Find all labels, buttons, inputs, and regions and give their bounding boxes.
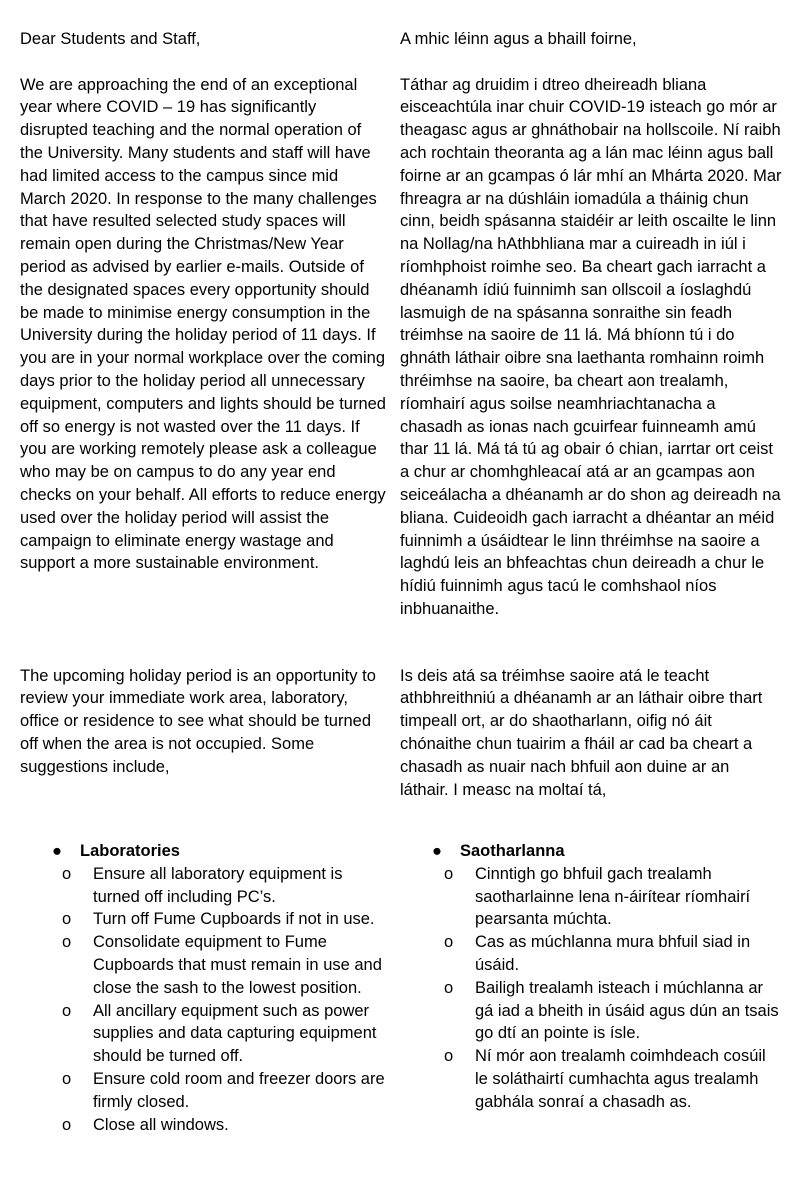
list-item: o Bailigh trealamh isteach i múchlanna ar gá iad a bheith in úsáid agus dún an tsais go dtí an pointe is ísle.: [444, 978, 779, 1043]
english-paragraph-2: The upcoming holiday period is an opportunity to review your immediate work area, laboratory, office or residence to see what should be turned off when the area is not occupied. Some suggestions include,: [20, 666, 376, 776]
irish-greeting: A mhic léinn agus a bhaill foirne,: [400, 30, 637, 48]
bullet-icon: ●: [432, 842, 442, 860]
english-laboratories-list: [20, 840, 386, 1136]
irish-sub-list: [400, 863, 782, 1114]
hollow-bullet-icon: o: [444, 978, 454, 997]
irish-column: [400, 28, 782, 801]
hollow-bullet-icon: o: [62, 1069, 72, 1088]
english-list-heading-row: [20, 840, 386, 863]
list-item: o All ancillary equipment such as power supplies and data capturing equipment should be turned off.: [62, 1001, 377, 1066]
list-item: o Consolidate equipment to Fume Cupboards that must remain in use and close the sash to the lowest position.: [62, 933, 382, 997]
hollow-bullet-icon: o: [444, 933, 454, 952]
irish-laboratories-list: [400, 840, 782, 1114]
hollow-bullet-icon: o: [444, 1047, 454, 1066]
english-greeting: Dear Students and Staff,: [20, 30, 201, 48]
list-item: o Cinntigh go bhfuil gach trealamh saotharlainne lena n-áirítear ríomhairí pearsanta múchta.: [444, 864, 751, 929]
english-list-heading: Laboratories: [80, 842, 180, 860]
irish-list-heading: Saotharlanna: [460, 842, 565, 860]
list-item: o Ensure all laboratory equipment is turned off including PC’s.: [62, 864, 343, 906]
hollow-bullet-icon: o: [62, 910, 72, 929]
list-item: o Cas as múchlanna mura bhfuil siad in úsáid.: [444, 933, 751, 974]
list-item: o Ní mór aon trealamh coimhdeach cosúil le soláthairtí cumhachta agus trealamh gabhála sonraí a chasadh as.: [444, 1047, 766, 1111]
irish-paragraph-2: Is deis atá sa tréimhse saoire atá le teacht athbhreithniú a dhéanamh ar an láthair oibre thart timpeall ort, ar do shaotharlann, oifig nó áit chónaithe chun tuairim a fháil ar cad ba cheart a chasadh as nuair nach bhfuil aon duine ar an láthair. I measc na moltaí tá,: [400, 666, 763, 799]
list-item: o Ensure cold room and freezer doors are firmly closed.: [62, 1069, 385, 1111]
irish-paragraph-1: Táthar ag druidim i dtreo dheireadh bliana eisceachtúla inar chuir COVID-19 isteach go mór ar theagasc agus ar ghnáthobair na hollscoile. Ní raibh ach rochtain theoranta ag a lán mac léinn agus ball foirne ar an gcampas ó lár mhí an Mhárta 2020. Mar fhreagra ar na dúshláin iomadúla a tháinig chun cinn, beidh spásanna staidéir ar leith oscailte le linn na Nollag/na hAthbhliana mar a cuireadh in iúl i ríomhphoist roimhe seo. Ba cheart gach iarracht a dhéanamh ídiú fuinnimh san ollscoil a íoslaghdú lasmuigh de na spásanna sonraithe sin feadh tréimhse na saoire de 11 lá. Má bhíonn tú i do ghnáth láthair oibre sna laethanta romhainn roimh thréimhse na saoire, ba cheart aon trealamh, ríomhairí agus soilse neamhriachtanacha a chasadh as ionas nach gcuirfear fuinneamh amú thar 11 lá. Má tá tú ag obair ó chian, iarrtar ort ceist a chur ar chomhghleacaí atá ar an gcampas aon seiceálacha a dhéanamh ar do shon ag deireadh na bliana. Cuideoidh gach iarracht a dhéantar an méid fuinnimh a úsáidtear le linn thréimhse na saoire a laghdú leis an bhfeachtas chun deireadh a chur le hídiú fuinnimh agus tacú le comhshaol níos inbhuanaithe.: [400, 75, 782, 618]
english-paragraph-1: We are approaching the end of an exceptional year where COVID – 19 has significantly disrupted teaching and the normal operation of the University. Many students and staff will have had limited access to the campus since mid March 2020. In response to the many challenges that have resulted selected study spaces will remain open during the Christmas/New Year period as advised by earlier e-mails. Outside of the designated spaces every opportunity should be made to minimise energy consumption in the University during the holiday period of 11 days. If you are in your normal workplace over the coming days prior to the holiday period all unnecessary equipment, computers and lights should be turned off so energy is not wasted over the 11 days. If you are working remotely please ask a colleague who may be on campus to do any year end checks on your behalf. All efforts to reduce energy used over the holiday period will assist the campaign to eliminate energy wastage and support a more sustainable environment.: [20, 75, 386, 573]
hollow-bullet-icon: o: [62, 933, 72, 952]
hollow-bullet-icon: o: [62, 864, 72, 883]
hollow-bullet-icon: o: [62, 1001, 72, 1020]
list-item: o Turn off Fume Cupboards if not in use.: [20, 908, 386, 931]
hollow-bullet-icon: o: [62, 1115, 72, 1134]
english-column: [20, 28, 386, 779]
irish-list-heading-row: [400, 840, 782, 863]
list-item: o Close all windows.: [20, 1114, 386, 1137]
bullet-icon: ●: [52, 842, 62, 860]
english-sub-list: [20, 863, 386, 1137]
hollow-bullet-icon: o: [444, 864, 454, 883]
